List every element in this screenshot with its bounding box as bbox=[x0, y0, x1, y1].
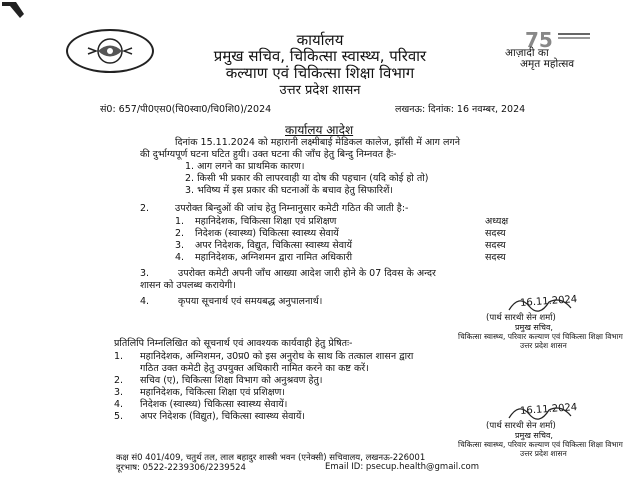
signature-2-name: (पार्थ सारथी सेन शर्मा) bbox=[486, 421, 556, 431]
footer-email: Email ID: psecup.health@gmail.com bbox=[325, 462, 479, 472]
issue-date: लखनऊ: दिनांक: 16 नवम्बर, 2024 bbox=[395, 104, 526, 115]
header-line-3: उत्तर प्रदेश शासन bbox=[279, 83, 361, 98]
reference-number: सं0: 657/पी0एस0(चि0स्वा0/चि0शि0)/2024 bbox=[100, 104, 272, 115]
signature-2-designation: प्रमुख सचिव, bbox=[515, 431, 553, 440]
para1-item: 3. भविष्य में इस प्रकार की घटनाओं के बचाव हेतु सिफारिशें। bbox=[185, 185, 394, 196]
signature-2-dept: चिकित्सा स्वास्थ्य, परिवार कल्याण एवं चिकित्सा शिक्षा विभाग bbox=[458, 440, 623, 449]
committee-member-no: 4. bbox=[175, 252, 185, 263]
para3-line1: उपरोक्त कमेटी अपनी जाँच आख्या आदेश जारी होने के 07 दिवस के अन्दर bbox=[178, 268, 436, 279]
para1-item: 2. किसी भी प्रकार की लापरवाही या दोष की पहचान (यदि कोई हो तो) bbox=[185, 173, 429, 184]
committee-member-name: महानिदेशक, चिकित्सा शिक्षा एवं प्रशिक्षण bbox=[195, 216, 337, 227]
para3-line2: शासन को उपलब्ध करायेगी। bbox=[140, 280, 236, 291]
header-line-1: प्रमुख सचिव, चिकित्सा स्वास्थ्य, परिवार bbox=[213, 47, 427, 65]
signature-1-name: (पार्थ सारथी सेन शर्मा) bbox=[486, 313, 556, 323]
copy-item-text: महानिदेशक, अग्निशमन, उ0प्र0 को इस अनुरोध के साथ कि तत्काल शासन द्वारा bbox=[140, 351, 414, 362]
copy-item-text: गठित उक्त कमेटी हेतु उपयुक्त अधिकारी नामित करने का कष्ट करें। bbox=[140, 363, 369, 374]
committee-member-name: महानिदेशक, अग्निशमन द्वारा नामित अधिकारी bbox=[195, 252, 353, 263]
footer-address: कक्ष सं0 401/409, चतुर्थ तल, लाल बहादुर शास्त्री भवन (एनेक्सी) सचिवालय, लखनऊ-226001 bbox=[116, 453, 426, 463]
azadi-line1: आज़ादी का bbox=[505, 47, 549, 59]
document-title: कार्यालय आदेश bbox=[285, 123, 354, 137]
committee-member-role: सदस्य bbox=[485, 240, 506, 251]
copy-intro: प्रतिलिपि निम्नलिखित को सूचनार्थ एवं आवश्यक कार्यवाही हेतु प्रेषितः- bbox=[114, 338, 353, 349]
para1-line2: की दुर्भाग्यपूर्ण घटना घटित हुयी। उक्त घटना की जाँच हेतु बिन्दु निम्नवत हैः- bbox=[140, 149, 397, 160]
signature-2-state: उत्तर प्रदेश शासन bbox=[520, 449, 567, 458]
azadi-75-logo: 75 bbox=[525, 28, 553, 52]
para4-number: 4. bbox=[140, 296, 150, 307]
committee-member-no: 1. bbox=[175, 216, 185, 227]
para2-intro: उपरोक्त बिन्दुओं की जांच हेतु निम्नानुसार कमेटी गठित की जाती है:- bbox=[175, 203, 409, 214]
committee-member-no: 3. bbox=[175, 240, 185, 251]
committee-member-no: 2. bbox=[175, 228, 185, 239]
signature-1-state: उत्तर प्रदेश शासन bbox=[520, 341, 567, 350]
committee-member-role: सदस्य bbox=[485, 252, 506, 263]
signature-1-date: 16.11.2024 bbox=[519, 294, 578, 309]
para2-number: 2. bbox=[140, 203, 150, 214]
copy-item-text: अपर निदेशक (विद्युत), चिकित्सा स्वास्थ्य सेवायें। bbox=[140, 411, 305, 422]
copy-item-text: निदेशक (स्वास्थ्य) चिकित्सा स्वास्थ्य सेवायें। bbox=[140, 399, 288, 410]
office-heading: कार्यालय bbox=[296, 31, 344, 49]
signature-1-dept: चिकित्सा स्वास्थ्य, परिवार कल्याण एवं चिकित्सा शिक्षा विभाग bbox=[458, 332, 623, 341]
copy-item-no: 3. bbox=[114, 387, 124, 398]
signature-1-designation: प्रमुख सचिव, bbox=[515, 323, 553, 332]
header-line-2: कल्याण एवं चिकित्सा शिक्षा विभाग bbox=[225, 64, 415, 82]
para3-number: 3. bbox=[140, 268, 150, 279]
committee-member-name: निदेशक (स्वास्थ्य) चिकित्सा स्वास्थ्य सेवायें bbox=[195, 228, 339, 239]
footer-phone: दूरभाष: 0522-2239306/2239524 bbox=[116, 463, 246, 473]
copy-item-no: 1. bbox=[114, 351, 124, 362]
copy-item-no: 5. bbox=[114, 411, 124, 422]
committee-member-role: सदस्य bbox=[485, 228, 506, 239]
signature-2-date: 16.11.2024 bbox=[519, 402, 578, 417]
azadi-line2: अमृत महोत्सव bbox=[520, 58, 575, 70]
para1-item: 1. आग लगने का प्राथमिक कारण। bbox=[185, 161, 305, 172]
copy-item-text: सचिव (ए), चिकित्सा शिक्षा विभाग को अनुश्रवण हेतु। bbox=[140, 375, 323, 386]
committee-member-name: अपर निदेशक, विद्युत, चिकित्सा स्वास्थ्य सेवायें bbox=[195, 240, 352, 251]
copy-item-no: 4. bbox=[114, 399, 124, 410]
corner-mark bbox=[0, 0, 28, 22]
copy-item-text: महानिदेशक, चिकित्सा शिक्षा एवं प्रशिक्षण। bbox=[140, 387, 286, 398]
para1-line1: दिनांक 15.11.2024 को महारानी लक्ष्मीबाई मेडिकल कालेज, झाँसी में आग लगने bbox=[175, 137, 461, 148]
para4-text: कृपया सूचनार्थ एवं समयबद्ध अनुपालनार्थ। bbox=[178, 296, 323, 307]
copy-item-no: 2. bbox=[114, 375, 124, 386]
committee-member-role: अध्यक्ष bbox=[485, 216, 509, 227]
